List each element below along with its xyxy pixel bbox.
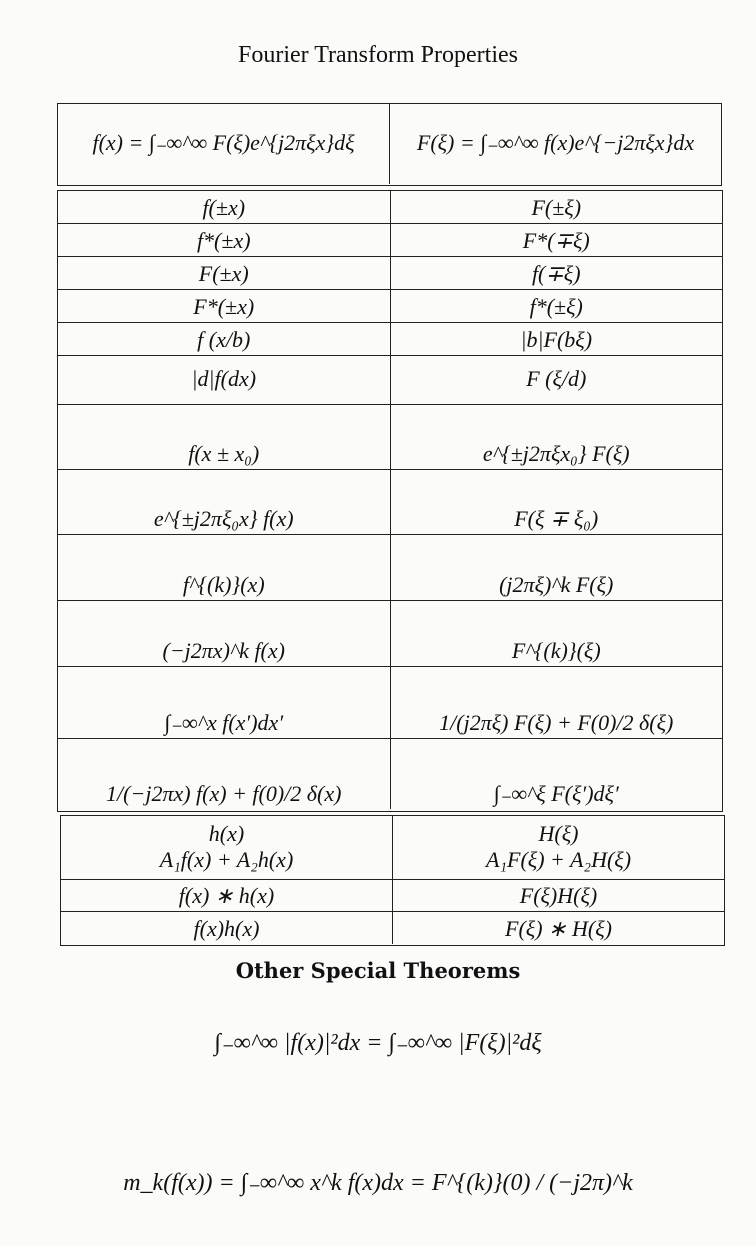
frequency-domain-cell: ∫₋∞^ξ F(ξ′)dξ′ <box>390 739 723 809</box>
table-row <box>58 289 722 322</box>
time-domain-cell: f(±x) <box>202 195 246 220</box>
frequency-domain-cell <box>392 816 724 879</box>
cell-line: h(x) <box>208 820 245 846</box>
table-row <box>61 816 724 879</box>
parseval-equation: ∫₋∞^∞ |f(x)|²dx = ∫₋∞^∞ |F(ξ)|²dξ <box>214 1030 542 1056</box>
table-row <box>58 191 722 223</box>
time-domain-cell: f(x ± x₀) <box>188 441 260 466</box>
cell-line: A₁F(ξ) + A₂H(ξ) <box>485 846 632 872</box>
time-domain-cell: ∫₋∞^x f(x′)dx′ <box>164 710 284 735</box>
time-domain-cell: f*(±x) <box>196 228 251 253</box>
time-domain-cell: f(x)h(x) <box>193 916 260 941</box>
frequency-domain-cell: F (ξ/d) <box>390 356 723 403</box>
forward-transform-definition: F(ξ) = ∫₋∞^∞ f(x)e^{−j2πξx}dx <box>389 104 721 184</box>
properties-table-linearity <box>60 815 725 946</box>
inverse-transform-definition: f(x) = ∫₋∞^∞ F(ξ)e^{j2πξx}dξ <box>92 130 355 155</box>
table-row <box>58 355 722 403</box>
frequency-domain-cell: 1/(j2πξ) F(ξ) + F(0)/2 δ(ξ) <box>390 667 723 738</box>
cell-line: H(ξ) <box>538 820 579 846</box>
frequency-domain-cell: F(±ξ) <box>390 191 723 223</box>
cell-line: A₁f(x) + A₂h(x) <box>159 846 294 872</box>
moment-equation: m_k(f(x)) = ∫₋∞^∞ x^k f(x)dx = F^{(k)}(0) / (−j2π)^k <box>123 1170 633 1196</box>
time-domain-cell: e^{±j2πξ₀x} f(x) <box>153 506 294 531</box>
table-row <box>61 879 724 911</box>
time-domain-cell: f^{(k)}(x) <box>182 572 265 597</box>
time-domain-cell: f (x/b) <box>197 327 251 352</box>
frequency-domain-cell: f(∓ξ) <box>390 257 723 289</box>
table-row <box>58 322 722 355</box>
time-domain-cell <box>61 816 392 879</box>
time-domain-cell: F*(±x) <box>193 294 255 319</box>
time-domain-cell: (−j2πx)^k f(x) <box>162 638 285 663</box>
time-domain-cell: F(±x) <box>198 261 249 286</box>
header-table <box>57 103 722 186</box>
frequency-domain-cell: F*(∓ξ) <box>390 224 723 256</box>
table-row <box>58 403 722 469</box>
table-row <box>58 738 722 809</box>
section-heading: Other Special Theorems <box>235 958 521 983</box>
table-row <box>58 223 722 256</box>
frequency-domain-cell: F(ξ)H(ξ) <box>392 880 724 911</box>
frequency-domain-cell: f*(±ξ) <box>390 290 723 322</box>
page-title: Fourier Transform Properties <box>238 42 518 68</box>
table-row <box>58 666 722 738</box>
frequency-domain-cell: (j2πξ)^k F(ξ) <box>390 535 723 600</box>
table-row <box>58 469 722 534</box>
time-domain-cell: 1/(−j2πx) f(x) + f(0)/2 δ(x) <box>106 781 342 806</box>
table-row <box>58 534 722 600</box>
table-row <box>58 256 722 289</box>
frequency-domain-cell: F(ξ ∓ ξ₀) <box>390 470 723 534</box>
time-domain-cell: |d|f(dx) <box>191 365 257 391</box>
properties-table-operations <box>57 403 723 812</box>
time-domain-cell: f(x) ∗ h(x) <box>178 883 275 908</box>
frequency-domain-cell: F(ξ) ∗ H(ξ) <box>392 912 724 944</box>
frequency-domain-cell: |b|F(bξ) <box>390 323 723 355</box>
frequency-domain-cell: e^{±j2πξx₀} F(ξ) <box>390 403 723 469</box>
table-row <box>61 911 724 944</box>
properties-table-symmetry <box>57 190 723 405</box>
table-row <box>58 600 722 666</box>
frequency-domain-cell: F^{(k)}(ξ) <box>390 601 723 666</box>
